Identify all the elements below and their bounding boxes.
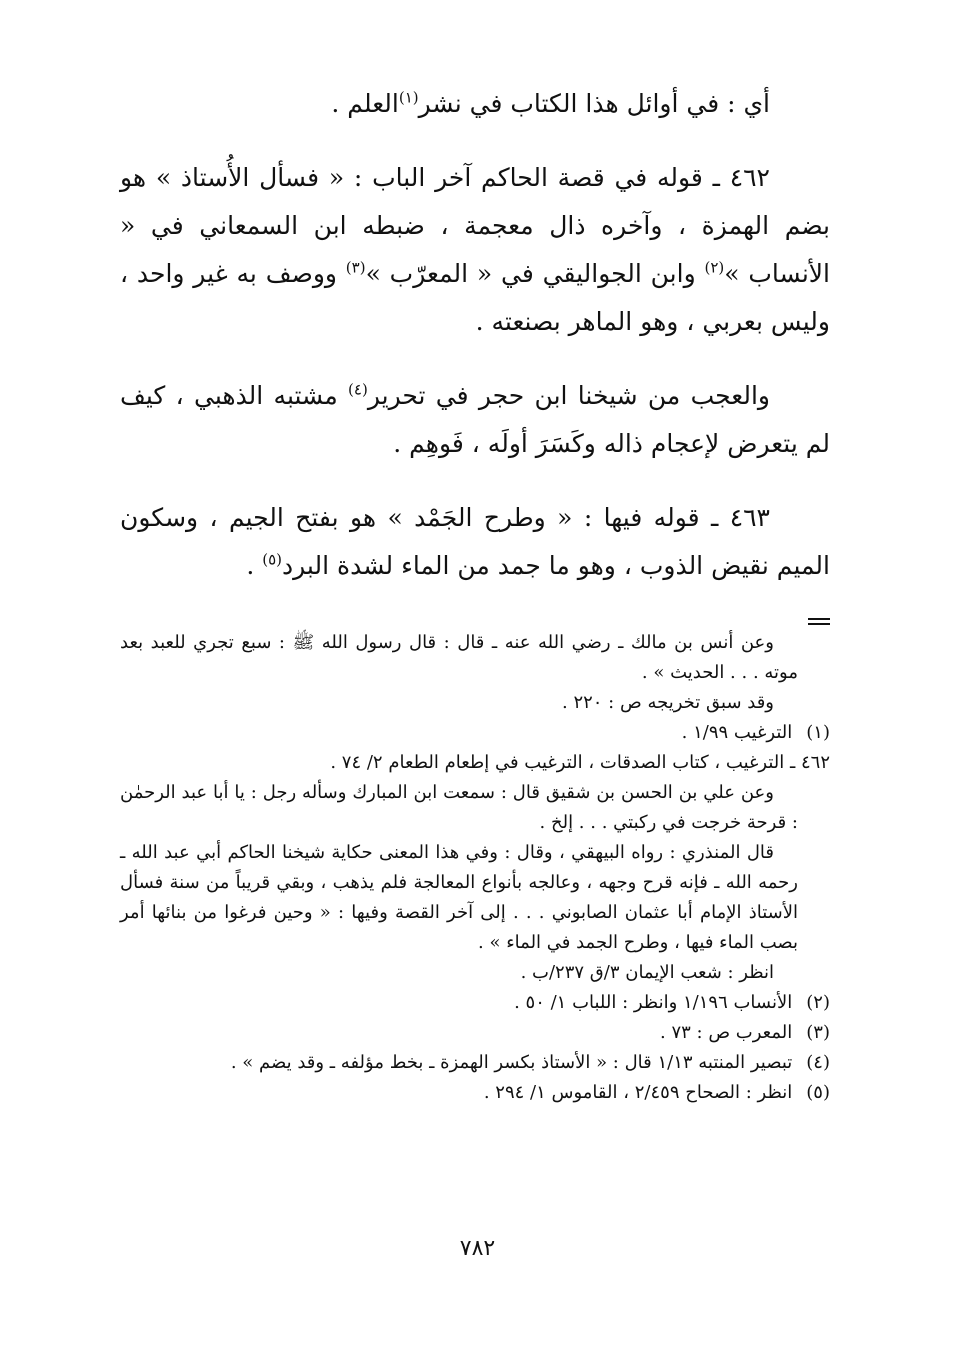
footnote-2 — [120, 988, 830, 1018]
footnote-text: تبصير المنتبه ١/١٣ قال : « الأستاذ بكسر الهمزة ـ بخط مؤلفه ـ وقد يضم » . — [230, 1052, 793, 1073]
text: ٤٦٣ ـ قوله فيها : « وطرح الجَمْد » هو بفتح الجيم ، وسكون الميم نقيض الذوب ، وهو ما جمد من الماء لشدة البرد — [120, 503, 830, 580]
footnote-ref-5[interactable]: (٥) — [262, 550, 282, 569]
text: العلم . — [331, 89, 399, 118]
footnote-number: (٤) — [806, 1052, 830, 1073]
paragraph-463 — [120, 494, 830, 590]
page-body — [120, 80, 830, 1108]
footnotes-section — [120, 616, 830, 1108]
text: ٤٦٢ ـ قوله في قصة الحاكم آخر الباب : « فسأل الأُستاذ » هو بضم الهمزة ، وآخره ذال معجمة ، ضبطه ابن السمعاني في « الأنساب » — [120, 163, 830, 288]
footnote-number: (٥) — [806, 1082, 830, 1103]
page-number: ٧٨٢ — [459, 1236, 496, 1261]
footnote-continuation: وعن أنس بن مالك ـ رضي الله عنه ـ قال : قال رسول الله ﷺ : سبع تجري للعبد بعد موته . . . الحديث » . — [120, 632, 798, 683]
footnote-continuation-ref: وقد سبق تخريجه ص : ٢٢٠ . — [561, 692, 774, 713]
footnote-ref-1[interactable]: (١) — [398, 88, 419, 107]
text: مشتبه الذهبي ، كيف لم يتعرض لإعجام ذاله وكَسَرَ أولَه ، فَوهِم . — [120, 381, 830, 458]
footnote-ref-2[interactable]: (٢) — [704, 258, 725, 277]
reference-462-quote-b: قال المنذري : رواه البيهقي ، وقال : وفي هذا المعنى حكاية شيخنا الحاكم أبي عبد الله ـ رحمه الله ـ فإنه قرح وجهه ، وعالجه بأنواع المعالجة فلم يذهب ، وبقي قريباً من سنة فسأل الأستاذ الإمام أبا عثمان الصابوني . . . إلى آخر القصة وفيها : « وحين فرغوا من بنائها أمر بصب الماء فيها ، وطرح الجمد في الماء » . — [120, 842, 798, 953]
footnote-5 — [120, 1078, 830, 1108]
text: وابن الجواليقي في « المعرّب » — [365, 259, 705, 288]
text: ووصف به غير واحد ، وليس بعربي ، وهو الماهر بصنعته . — [120, 259, 830, 336]
footnote-number: (٣) — [806, 1022, 830, 1043]
footnote-text: انظر : الصحاح ٢/٤٥٩ ، القاموس ١/ ٢٩٤ . — [483, 1082, 793, 1103]
footnote-number: (١) — [806, 722, 830, 743]
paragraph-ibn-hajar — [120, 372, 830, 468]
paragraph-intro — [120, 80, 830, 128]
continuation-separator — [806, 616, 830, 626]
footnote-ref-4[interactable]: (٤) — [348, 380, 368, 399]
footnote-text: الأنساب ١/١٩٦ وانظر : اللباب ١/ ٥٠ . — [514, 992, 793, 1013]
paragraph-462 — [120, 154, 830, 346]
reference-462-quote-a: وعن علي بن الحسن بن شقيق قال : سمعت ابن المبارك وسأله رجل : يا أبا عبد الرحمٰن : قرحة خرجت في ركبتي . . . إلخ . — [120, 782, 798, 833]
reference-462-source: انظر : شعب الإيمان ٣/ق ٢٣٧/ب . — [520, 962, 774, 983]
footnote-ref-3[interactable]: (٣) — [345, 258, 366, 277]
footnote-text: المعرب ص : ٧٣ . — [660, 1022, 793, 1043]
footnote-1 — [120, 718, 830, 748]
text: . — [246, 551, 263, 580]
footnote-4 — [120, 1048, 830, 1078]
reference-462: ٤٦٢ ـ الترغيب ، كتاب الصدقات ، الترغيب في إطعام الطعام ٢/ ٧٤ . — [330, 752, 830, 773]
footnote-text: الترغيب ١/٩٩ . — [681, 722, 793, 743]
text: والعجب من شيخنا ابن حجر في تحرير — [367, 381, 770, 410]
footnote-number: (٢) — [806, 992, 830, 1013]
footnote-3 — [120, 1018, 830, 1048]
text: أي : في أوائل هذا الكتاب في نشر — [418, 89, 770, 118]
